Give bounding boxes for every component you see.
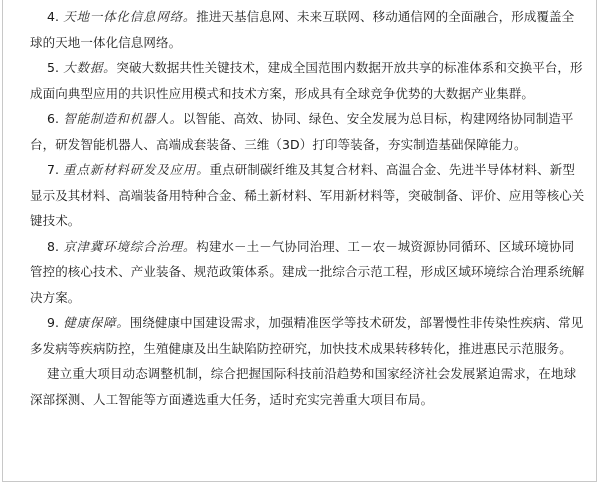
paragraph-title: 天地一体化信息网络。 xyxy=(63,9,197,24)
paragraph-number: 5. xyxy=(47,60,60,75)
paragraph-title: 健康保障。 xyxy=(63,315,130,330)
paragraph-number: 8. xyxy=(47,238,60,254)
paragraph-title: 大数据。 xyxy=(63,60,117,75)
paragraph-text: 构建水－土－气协同治理、工－农－城资源协同循环、区域环境协同管控的核心技术、产业装备、规范政策体系。建成一批综合示范工程，形成区域环境综合治理系统解决方案。 xyxy=(30,238,585,305)
document-body xyxy=(30,4,585,412)
paragraph-text: 围绕健康中国建设需求，加强精准医学等技术研发，部署慢性非传染性疾病、常见多发病等疾病防控，生殖健康及出生缺陷防控研究，加快技术成果转移转化，推进惠民示范服务。 xyxy=(30,315,584,356)
paragraph-text: 推进天基信息网、未来互联网、移动通信网的全面融合，形成覆盖全球的天地一体化信息网络。 xyxy=(30,9,575,50)
paragraph-text: 以智能、高效、协同、绿色、安全发展为总目标，构建网络协同制造平台，研发智能机器人、高端成套装备、三维（3D）打印等装备，夯实制造基础保障能力。 xyxy=(30,111,574,152)
paragraph-closing: 建立重大项目动态调整机制，综合把握国际科技前沿趋势和国家经济社会发展紧迫需求，在地球深部探测、人工智能等方面遴选重大任务，适时充实完善重大项目布局。 xyxy=(30,366,577,407)
paragraph-number: 4. xyxy=(47,9,60,24)
paragraph-network xyxy=(30,4,585,55)
paragraph-title: 智能制造和机器人。 xyxy=(63,111,183,126)
paragraph-big-data xyxy=(30,55,585,106)
paragraph-text: 重点研制碳纤维及其复合材料、高温合金、先进半导体材料、新型显示及其材料、高端装备用特种合金、稀土新材料、军用新材料等，突破制备、评价、应用等核心关键技术。 xyxy=(30,162,585,228)
paragraph-number: 7. xyxy=(47,162,60,177)
paragraph-environment xyxy=(30,234,585,311)
paragraph-number: 9. xyxy=(47,315,60,330)
paragraph-number: 6. xyxy=(47,111,60,126)
paragraph-title: 重点新材料研发及应用。 xyxy=(63,162,210,177)
paragraph-smart-manufacturing xyxy=(30,106,585,157)
paragraph-new-materials xyxy=(30,157,585,234)
paragraph-text: 突破大数据共性关键技术，建成全国范围内数据开放共享的标准体系和交换平台，形成面向典型应用的共识性应用模式和技术方案，形成具有全球竞争优势的大数据产业集群。 xyxy=(30,60,583,101)
paragraph-health xyxy=(30,310,585,361)
paragraph-title: 京津冀环境综合治理。 xyxy=(63,238,197,254)
